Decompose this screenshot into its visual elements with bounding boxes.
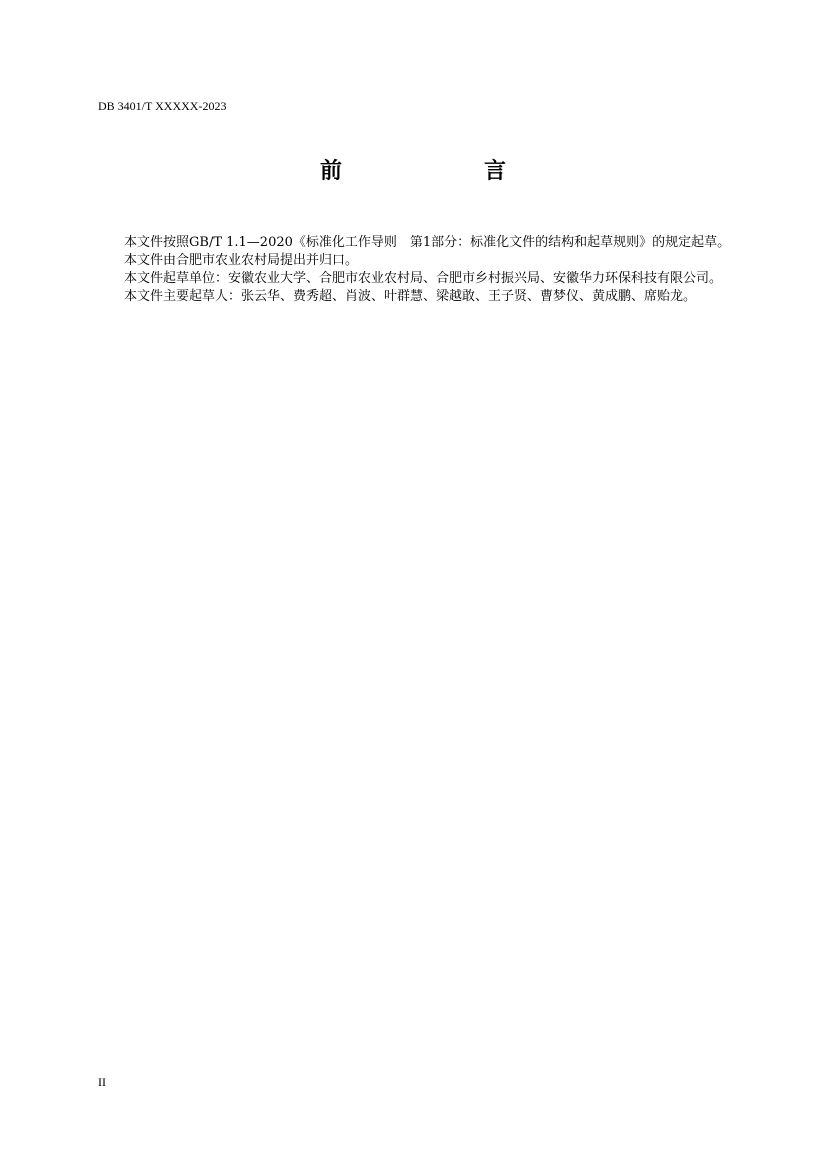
page-title: 前 言 [319,159,566,184]
document-body [98,234,748,306]
paragraph-drafters: 本文件主要起草人：张云华、费秀超、肖波、叶群慧、梁越敢、王子贤、曹梦仪、黄成鹏、席贻龙。 [124,289,697,304]
paragraph-drafting-rules: 本文件按照GB/T 1.1—2020《标准化工作导则 第1部分：标准化文件的结构和起草规则》的规定起草。 [124,235,731,250]
paragraph-drafting-units: 本文件起草单位：安徽农业大学、合肥市农业农村局、合肥市乡村振兴局、安徽华力环保科技有限公司。 [124,271,723,286]
paragraph-proposer: 本文件由合肥市农业农村局提出并归口。 [124,253,359,268]
page-number: II [98,1075,106,1089]
document-code: DB 3401/T XXXXX-2023 [98,99,227,113]
